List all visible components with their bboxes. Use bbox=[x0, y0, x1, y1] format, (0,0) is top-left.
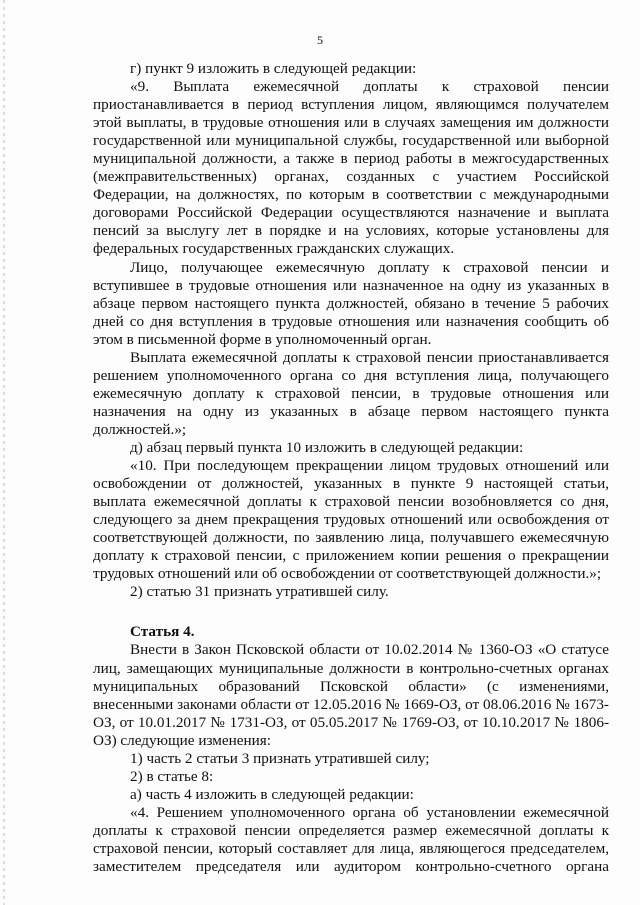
paragraph: «4. Решением уполномоченного органа об установлении ежемесячной доплаты к страховой пенсии определяется размер ежемесячной доплаты к страховой пенсии, который составляет для лица, являющегося председателем, заместителем председателя или аудитором контрольно-счетного органа bbox=[93, 803, 609, 876]
paragraph: «10. При последующем прекращении лицом трудовых отношений или освобождении от должностей, указанных в пункте 9 настоящей статьи, выплата ежемесячной доплаты к страховой пенсии возобновляется со дня, следующего за днем прекращения трудовых отношений или освобождения от соответствующей должности, по заявлению лица, получавшего ежемесячную доплату к страховой пенсии, с приложением копии решения о прекращении трудовых отношений или об освобождении от соответствующей должности.»; bbox=[93, 457, 609, 583]
paragraph: 2) в статье 8: bbox=[130, 767, 214, 785]
page-number: 5 bbox=[317, 33, 323, 47]
paragraph: Лицо, получающее ежемесячную доплату к страховой пенсии и вступившее в трудовые отношения или назначенное на одну из указанных в абзаце первом настоящего пункта должностей, обязано в течение 5 рабочих дней со дня вступления в трудовые отношения или назначения сообщить об этом в письменной форме в уполномоченный орган. bbox=[93, 258, 609, 348]
paragraph: г) пункт 9 изложить в следующей редакции: bbox=[130, 60, 417, 77]
paragraph: «9. Выплата ежемесячной доплаты к страховой пенсии приостанавливается в период вступления лицом, являющимся получателем этой выплаты, в трудовые отношения или в случаях замещения им должности государственной или муниципальной службы, государственной или выборной муниципальной должности, а также в период работы в межгосударственных (межправительственных) органах, созданных с участием Российской Федерации, на должностях, по которым в соответствии с международными договорами Российской Федерации осуществляются назначение и выплата пенсий за выслугу лет в порядке и на условиях, которые установлены для федеральных государственных гражданских служащих. bbox=[93, 78, 609, 258]
paragraph: 2) статью 31 признать утратившей силу. bbox=[130, 583, 389, 601]
paragraph: 1) часть 2 статьи 3 признать утратившей силу; bbox=[130, 749, 430, 767]
document-body bbox=[93, 60, 609, 876]
scan-edge bbox=[3, 0, 5, 905]
section-gap bbox=[93, 601, 609, 623]
paragraph: а) часть 4 изложить в следующей редакции: bbox=[130, 785, 414, 803]
paragraph: Выплата ежемесячной доплаты к страховой пенсии приостанавливается решением уполномоченного органа со дня вступления лица, получающего ежемесячную доплату к страховой пенсии, в трудовые отношения или назначения на одну из указанных в абзаце первом настоящего пункта должностей.»; bbox=[93, 348, 609, 438]
article-heading: Статья 4. bbox=[130, 623, 195, 641]
paragraph: Внести в Закон Псковской области от 10.02.2014 № 1360-ОЗ «О статусе лиц, замещающих муниципальные должности в контрольно-счетных органах муниципальных образований Псковской области» (с изменениями, внесенными законами области от 12.05.2016 № 1669-ОЗ, от 08.06.2016 № 1673-ОЗ, от 10.01.2017 № 1731-ОЗ, от 05.05.2017 № 1769-ОЗ, от 10.10.2017 № 1806-ОЗ) следующие изменения: bbox=[93, 641, 609, 749]
paragraph: д) абзац первый пункта 10 изложить в следующей редакции: bbox=[130, 438, 524, 456]
